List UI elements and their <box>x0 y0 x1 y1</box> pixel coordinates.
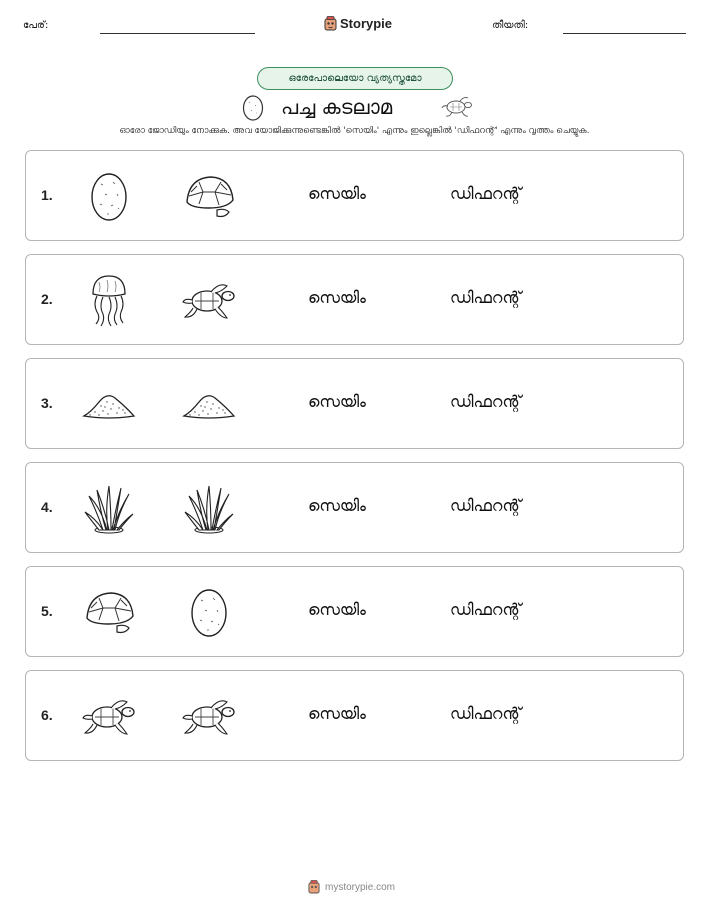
egg-icon <box>181 584 237 640</box>
seagrass-icon <box>81 480 137 536</box>
same-option[interactable]: സെയിം <box>308 184 366 203</box>
question-row <box>25 566 684 657</box>
question-row <box>25 150 684 241</box>
question-number: 1. <box>41 187 53 203</box>
header <box>0 14 709 38</box>
same-option[interactable]: സെയിം <box>308 704 366 723</box>
storypie-logo-icon <box>324 16 337 31</box>
sand-pile-icon <box>81 376 137 432</box>
worksheet-type-badge: ഒരേപോലെയോ വ്യത്യസ്തമോ <box>257 67 453 90</box>
turtle-shell-icon <box>81 584 137 640</box>
question-number: 6. <box>41 707 53 723</box>
different-option[interactable]: ഡിഫറന്റ് <box>450 288 522 307</box>
footer-url: mystorypie.com <box>325 881 396 893</box>
different-option[interactable]: ഡിഫറന്റ് <box>450 496 522 515</box>
question-number: 2. <box>41 291 53 307</box>
sea-turtle-icon <box>181 272 237 328</box>
question-number: 5. <box>41 603 53 619</box>
same-option[interactable]: സെയിം <box>308 392 366 411</box>
footer <box>308 880 395 894</box>
turtle-shell-icon <box>181 168 237 224</box>
name-field-line[interactable] <box>100 33 255 34</box>
question-number: 3. <box>41 395 53 411</box>
seagrass-icon <box>181 480 237 536</box>
egg-icon <box>81 168 137 224</box>
same-option[interactable]: സെയിം <box>308 600 366 619</box>
different-option[interactable]: ഡിഫറന്റ് <box>450 704 522 723</box>
egg-icon <box>240 93 266 121</box>
sea-turtle-icon <box>440 95 474 119</box>
sea-turtle-icon <box>81 688 137 744</box>
jellyfish-icon <box>81 272 137 328</box>
title-row <box>0 92 709 122</box>
brand <box>324 14 392 32</box>
instructions: ഓരോ ജോഡിയും നോക്കുക. അവ യോജിക്കുന്നുണ്ടെങ്കിൽ 'സെയിം' എന്നും ഇല്ലെങ്കിൽ 'ഡിഫറന്റ്' എന്നും വൃത്തം ചെയ്യുക. <box>119 126 590 136</box>
question-row <box>25 670 684 761</box>
date-label: തീയതി: <box>492 20 529 31</box>
different-option[interactable]: ഡിഫറന്റ് <box>450 392 522 411</box>
question-row <box>25 254 684 345</box>
question-row <box>25 462 684 553</box>
sand-pile-icon <box>181 376 237 432</box>
question-row <box>25 358 684 449</box>
same-option[interactable]: സെയിം <box>308 496 366 515</box>
brand-name: Storypie <box>340 15 393 31</box>
page-title: പച്ച കടലാമ <box>281 95 393 119</box>
sea-turtle-icon <box>181 688 237 744</box>
storypie-logo-icon <box>308 880 320 894</box>
name-label: പേര്: <box>23 20 49 31</box>
same-option[interactable]: സെയിം <box>308 288 366 307</box>
date-field-line[interactable] <box>563 33 686 34</box>
different-option[interactable]: ഡിഫറന്റ് <box>450 600 522 619</box>
different-option[interactable]: ഡിഫറന്റ് <box>450 184 522 203</box>
question-number: 4. <box>41 499 53 515</box>
